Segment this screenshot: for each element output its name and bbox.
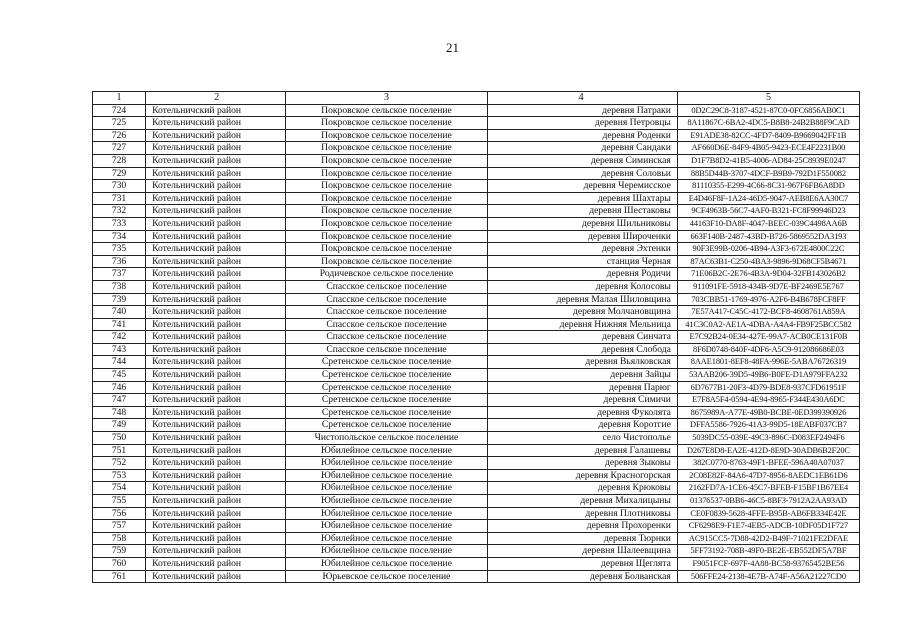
fias-guid-cell: 87AC63B1-C250-4BA3-9896-9D68CF5B4671	[677, 255, 859, 268]
settlement-cell: Юбилейное сельское поселение	[285, 495, 488, 508]
settlement-cell: Покровское сельское поселение	[285, 129, 488, 142]
district-cell: Котельничский район	[146, 369, 285, 382]
fias-guid-cell: DFFA5586-7926-41A3-99D5-18EABF037CB7	[677, 419, 859, 432]
fias-guid-cell: 90F3E99B-0206-4B94-A3F3-672E4800C22C	[677, 243, 859, 256]
fias-guid-cell: 2162FD7A-1CE6-45C7-BFEB-F15BF1B67EE4	[677, 482, 859, 495]
row-number-cell: 749	[93, 419, 146, 432]
district-cell: Котельничский район	[146, 154, 285, 167]
district-cell: Котельничский район	[146, 293, 285, 306]
district-cell: Котельничский район	[146, 117, 285, 130]
fias-guid-cell: 88B5D44B-3707-4DCF-B9B9-792D1F550082	[677, 167, 859, 180]
fias-guid-cell: 2C08E82F-84A6-47D7-8956-8AEDC1EB61D6	[677, 469, 859, 482]
settlement-cell: Спасское сельское поселение	[285, 293, 488, 306]
district-cell: Котельничский район	[146, 457, 285, 470]
locality-cell: деревня Фуколята	[488, 406, 677, 419]
settlement-cell: Чистопольское сельское поселение	[285, 432, 488, 445]
fias-guid-cell: 6D7677B1-20F3-4D79-BDE8-937CFD61951F	[677, 381, 859, 394]
district-cell: Котельничский район	[146, 192, 285, 205]
row-number-cell: 726	[93, 129, 146, 142]
fias-guid-cell: F9051FCF-697F-4A88-BC58-93765452BE56	[677, 557, 859, 570]
fias-guid-cell: D267E8D8-EA2E-412D-8E9D-30ADB6B2F20C	[677, 444, 859, 457]
table-row	[93, 318, 860, 331]
table-row	[93, 482, 860, 495]
row-number-cell: 730	[93, 180, 146, 193]
district-cell: Котельничский район	[146, 268, 285, 281]
district-cell: Котельничский район	[146, 104, 285, 117]
locality-cell: деревня Симинская	[488, 154, 677, 167]
table-row	[93, 280, 860, 293]
settlement-cell: Юбилейное сельское поселение	[285, 532, 488, 545]
locality-cell: деревня Синчата	[488, 331, 677, 344]
fias-guid-cell: 9CF4963B-56C7-4AF0-B321-FC8F99946D23	[677, 205, 859, 218]
fias-guid-cell: 8AAE1801-8EF8-48FA-996E-5ABA76726319	[677, 356, 859, 369]
row-number-cell: 755	[93, 495, 146, 508]
table-row	[93, 469, 860, 482]
fias-guid-cell: 5039DC55-039E-49C3-896C-D083EF2494F6	[677, 432, 859, 445]
district-cell: Котельничский район	[146, 482, 285, 495]
district-cell: Котельничский район	[146, 142, 285, 155]
row-number-cell: 738	[93, 280, 146, 293]
table-row	[93, 419, 860, 432]
settlement-cell: Сретенское сельское поселение	[285, 356, 488, 369]
fias-guid-cell: 703CBB51-1769-4976-A2F6-B4B678FCF8FF	[677, 293, 859, 306]
table-row	[93, 356, 860, 369]
fias-guid-cell: 911091FE-5918-434B-9D7E-BF2469E5E767	[677, 280, 859, 293]
locality-cell: деревня Слобода	[488, 343, 677, 356]
header-cell-5: 5	[677, 92, 859, 105]
district-cell: Котельничский район	[146, 255, 285, 268]
header-cell-4: 4	[488, 92, 677, 105]
district-cell: Котельничский район	[146, 406, 285, 419]
district-cell: Котельничский район	[146, 129, 285, 142]
district-cell: Котельничский район	[146, 306, 285, 319]
district-cell: Котельничский район	[146, 167, 285, 180]
fias-guid-cell: 53AAB206-39D5-49B6-B0FE-D1A979FFA232	[677, 369, 859, 382]
settlement-cell: Спасское сельское поселение	[285, 306, 488, 319]
locality-cell: станция Черная	[488, 255, 677, 268]
settlements-table	[92, 91, 860, 583]
locality-cell: деревня Шалеевщина	[488, 545, 677, 558]
row-number-cell: 737	[93, 268, 146, 281]
row-number-cell: 750	[93, 432, 146, 445]
settlement-cell: Покровское сельское поселение	[285, 243, 488, 256]
fias-guid-cell: 41C3C0A2-AE1A-4DBA-A4A4-FB9F25BCC582	[677, 318, 859, 331]
locality-cell: деревня Соловьи	[488, 167, 677, 180]
locality-cell: деревня Плотниковы	[488, 507, 677, 520]
locality-cell: деревня Малая Шиловщина	[488, 293, 677, 306]
locality-cell: деревня Красногорская	[488, 469, 677, 482]
fias-guid-cell: 44163F10-DA8F-4047-BEEC-039C4498AA6B	[677, 217, 859, 230]
settlement-cell: Покровское сельское поселение	[285, 205, 488, 218]
district-cell: Котельничский район	[146, 318, 285, 331]
row-number-cell: 733	[93, 217, 146, 230]
district-cell: Котельничский район	[146, 331, 285, 344]
settlement-cell: Юбилейное сельское поселение	[285, 520, 488, 533]
settlement-cell: Покровское сельское поселение	[285, 230, 488, 243]
row-number-cell: 756	[93, 507, 146, 520]
table-row	[93, 142, 860, 155]
settlement-cell: Спасское сельское поселение	[285, 318, 488, 331]
locality-cell: деревня Колосовы	[488, 280, 677, 293]
row-number-cell: 732	[93, 205, 146, 218]
table-row	[93, 432, 860, 445]
table-row	[93, 129, 860, 142]
settlement-cell: Родичевское сельское поселение	[285, 268, 488, 281]
row-number-cell: 744	[93, 356, 146, 369]
row-number-cell: 735	[93, 243, 146, 256]
table-row	[93, 230, 860, 243]
fias-guid-cell: 382C0770-8763-49F1-BFEE-596A40A07037	[677, 457, 859, 470]
settlement-cell: Юбилейное сельское поселение	[285, 444, 488, 457]
locality-cell: деревня Шахтары	[488, 192, 677, 205]
table-row	[93, 180, 860, 193]
settlement-cell: Покровское сельское поселение	[285, 167, 488, 180]
locality-cell: деревня Родичи	[488, 268, 677, 281]
row-number-cell: 740	[93, 306, 146, 319]
locality-cell: деревня Широченки	[488, 230, 677, 243]
locality-cell: село Чистополье	[488, 432, 677, 445]
fias-guid-cell: 506FFE24-2138-4E7B-A74F-A56A21227CD0	[677, 570, 859, 583]
table-row	[93, 154, 860, 167]
district-cell: Котельничский район	[146, 507, 285, 520]
row-number-cell: 747	[93, 394, 146, 407]
row-number-cell: 753	[93, 469, 146, 482]
locality-cell: деревня Крюковы	[488, 482, 677, 495]
fias-guid-cell: E91ADE38-82CC-4FD7-8409-B9669042FF1B	[677, 129, 859, 142]
row-number-cell: 743	[93, 343, 146, 356]
locality-cell: деревня Черемисское	[488, 180, 677, 193]
district-cell: Котельничский район	[146, 495, 285, 508]
settlement-cell: Сретенское сельское поселение	[285, 406, 488, 419]
fias-guid-cell: 81110355-E299-4C66-8C31-967F6FB6A8DD	[677, 180, 859, 193]
row-number-cell: 741	[93, 318, 146, 331]
table-row	[93, 520, 860, 533]
locality-cell: деревня Вьялковская	[488, 356, 677, 369]
table-row	[93, 457, 860, 470]
district-cell: Котельничский район	[146, 343, 285, 356]
table-row	[93, 331, 860, 344]
row-number-cell: 754	[93, 482, 146, 495]
fias-guid-cell: CF6298E9-F1E7-4EB5-ADCB-10DF05D1F727	[677, 520, 859, 533]
fias-guid-cell: 8F6D0748-840F-4DF6-A5C9-912086686E03	[677, 343, 859, 356]
locality-cell: деревня Тюрнки	[488, 532, 677, 545]
table-row	[93, 406, 860, 419]
locality-cell: деревня Шестаковы	[488, 205, 677, 218]
locality-cell: деревня Нижняя Мельница	[488, 318, 677, 331]
table-row	[93, 192, 860, 205]
district-cell: Котельничский район	[146, 469, 285, 482]
header-cell-1: 1	[93, 92, 146, 105]
row-number-cell: 745	[93, 369, 146, 382]
table-row	[93, 369, 860, 382]
table-row	[93, 243, 860, 256]
settlement-cell: Покровское сельское поселение	[285, 192, 488, 205]
fias-guid-cell: 8675989A-A77E-49B0-BCBE-0ED399390926	[677, 406, 859, 419]
settlement-cell: Покровское сельское поселение	[285, 154, 488, 167]
table-header-row	[93, 92, 860, 105]
settlement-cell: Юбилейное сельское поселение	[285, 482, 488, 495]
district-cell: Котельничский район	[146, 520, 285, 533]
locality-cell: деревня Болванская	[488, 570, 677, 583]
settlement-cell: Покровское сельское поселение	[285, 180, 488, 193]
district-cell: Котельничский район	[146, 217, 285, 230]
locality-cell: деревня Парюг	[488, 381, 677, 394]
settlement-cell: Сретенское сельское поселение	[285, 381, 488, 394]
table-row	[93, 217, 860, 230]
district-cell: Котельничский район	[146, 230, 285, 243]
fias-guid-cell: E4D46F8F-1A24-46D5-9047-AEB8E6AA30C7	[677, 192, 859, 205]
row-number-cell: 728	[93, 154, 146, 167]
settlement-cell: Юбилейное сельское поселение	[285, 457, 488, 470]
locality-cell: деревня Симичи	[488, 394, 677, 407]
table-row	[93, 293, 860, 306]
table-row	[93, 117, 860, 130]
header-cell-3: 3	[285, 92, 488, 105]
fias-guid-cell: 8A11867C-6BA2-4DC5-B8B8-24B2B88F9CAD	[677, 117, 859, 130]
settlement-cell: Сретенское сельское поселение	[285, 394, 488, 407]
fias-guid-cell: 01376537-0BB6-46C5-8BF3-7912A2AA93AD	[677, 495, 859, 508]
table-row	[93, 394, 860, 407]
district-cell: Котельничский район	[146, 280, 285, 293]
district-cell: Котельничский район	[146, 532, 285, 545]
settlement-cell: Юбилейное сельское поселение	[285, 507, 488, 520]
row-number-cell: 739	[93, 293, 146, 306]
table-row	[93, 104, 860, 117]
table-body	[93, 92, 860, 583]
fias-guid-cell: 663F140B-2487-43BD-B726-5869552DA3193	[677, 230, 859, 243]
locality-cell: деревня Коротгие	[488, 419, 677, 432]
table-row	[93, 495, 860, 508]
locality-cell: деревня Молчановщина	[488, 306, 677, 319]
settlement-cell: Покровское сельское поселение	[285, 255, 488, 268]
district-cell: Котельничский район	[146, 381, 285, 394]
row-number-cell: 759	[93, 545, 146, 558]
settlement-cell: Юбилейное сельское поселение	[285, 545, 488, 558]
settlement-cell: Юбилейное сельское поселение	[285, 469, 488, 482]
row-number-cell: 731	[93, 192, 146, 205]
fias-guid-cell: CE0F0839-5628-4FFE-B95B-AB6FB334E42E	[677, 507, 859, 520]
row-number-cell: 758	[93, 532, 146, 545]
district-cell: Котельничский район	[146, 419, 285, 432]
row-number-cell: 736	[93, 255, 146, 268]
district-cell: Котельничский район	[146, 557, 285, 570]
row-number-cell: 742	[93, 331, 146, 344]
locality-cell: деревня Эхтенки	[488, 243, 677, 256]
fias-guid-cell: AF660D6E-84F9-4B05-9423-ECE4F2231B00	[677, 142, 859, 155]
settlement-cell: Покровское сельское поселение	[285, 104, 488, 117]
fias-guid-cell: 0D2C29C8-3187-4521-87C0-0FC6856AB0C1	[677, 104, 859, 117]
row-number-cell: 760	[93, 557, 146, 570]
locality-cell: деревня Михалицыны	[488, 495, 677, 508]
settlement-cell: Спасское сельское поселение	[285, 331, 488, 344]
page-number: 21	[446, 40, 459, 55]
district-cell: Котельничский район	[146, 180, 285, 193]
locality-cell: деревня Патраки	[488, 104, 677, 117]
table-row	[93, 343, 860, 356]
row-number-cell: 751	[93, 444, 146, 457]
table-row	[93, 205, 860, 218]
row-number-cell: 757	[93, 520, 146, 533]
settlement-cell: Юрьевское сельское поселение	[285, 570, 488, 583]
fias-guid-cell: 7E57A417-C45C-4172-BCF8-4608761A859A	[677, 306, 859, 319]
row-number-cell: 746	[93, 381, 146, 394]
table-row	[93, 306, 860, 319]
district-cell: Котельничский район	[146, 394, 285, 407]
locality-cell: деревня Петровцы	[488, 117, 677, 130]
locality-cell: деревня Прохоренки	[488, 520, 677, 533]
fias-guid-cell: 71E06B2C-2E76-4B3A-9D04-32FB143026B2	[677, 268, 859, 281]
table-row	[93, 532, 860, 545]
table-row	[93, 255, 860, 268]
settlement-cell: Спасское сельское поселение	[285, 280, 488, 293]
table-row	[93, 268, 860, 281]
settlement-cell: Покровское сельское поселение	[285, 142, 488, 155]
table-row	[93, 557, 860, 570]
locality-cell: деревня Щеглята	[488, 557, 677, 570]
district-cell: Котельничский район	[146, 205, 285, 218]
locality-cell: деревня Зыковы	[488, 457, 677, 470]
district-cell: Котельничский район	[146, 444, 285, 457]
fias-guid-cell: E7C92B24-0E34-427E-99A7-ACB0CE131F0B	[677, 331, 859, 344]
row-number-cell: 725	[93, 117, 146, 130]
table-row	[93, 570, 860, 583]
settlement-cell: Спасское сельское поселение	[285, 343, 488, 356]
district-cell: Котельничский район	[146, 356, 285, 369]
locality-cell: деревня Сандаки	[488, 142, 677, 155]
row-number-cell: 727	[93, 142, 146, 155]
row-number-cell: 724	[93, 104, 146, 117]
table-row	[93, 545, 860, 558]
district-cell: Котельничский район	[146, 545, 285, 558]
row-number-cell: 761	[93, 570, 146, 583]
district-cell: Котельничский район	[146, 243, 285, 256]
settlement-cell: Сретенское сельское поселение	[285, 419, 488, 432]
row-number-cell: 748	[93, 406, 146, 419]
locality-cell: деревня Зайцы	[488, 369, 677, 382]
table-row	[93, 381, 860, 394]
table-row	[93, 444, 860, 457]
row-number-cell: 729	[93, 167, 146, 180]
fias-guid-cell: D1F7B8D2-41B5-4006-AD84-25C8939E0247	[677, 154, 859, 167]
header-cell-2: 2	[146, 92, 285, 105]
fias-guid-cell: AC915CC5-7D88-42D2-B49F-71021FE2DFAE	[677, 532, 859, 545]
locality-cell: деревня Галашевы	[488, 444, 677, 457]
row-number-cell: 734	[93, 230, 146, 243]
settlement-cell: Сретенское сельское поселение	[285, 369, 488, 382]
table-row	[93, 167, 860, 180]
district-cell: Котельничский район	[146, 570, 285, 583]
locality-cell: деревня Шильниковы	[488, 217, 677, 230]
district-cell: Котельничский район	[146, 432, 285, 445]
table-row	[93, 507, 860, 520]
row-number-cell: 752	[93, 457, 146, 470]
locality-cell: деревня Роденки	[488, 129, 677, 142]
settlement-cell: Юбилейное сельское поселение	[285, 557, 488, 570]
settlement-cell: Покровское сельское поселение	[285, 217, 488, 230]
fias-guid-cell: E7F8A5F4-0594-4E94-8965-F344E430A6DC	[677, 394, 859, 407]
settlement-cell: Покровское сельское поселение	[285, 117, 488, 130]
fias-guid-cell: 5FF73192-708B-49F0-BE2E-EB552DF5A7BF	[677, 545, 859, 558]
